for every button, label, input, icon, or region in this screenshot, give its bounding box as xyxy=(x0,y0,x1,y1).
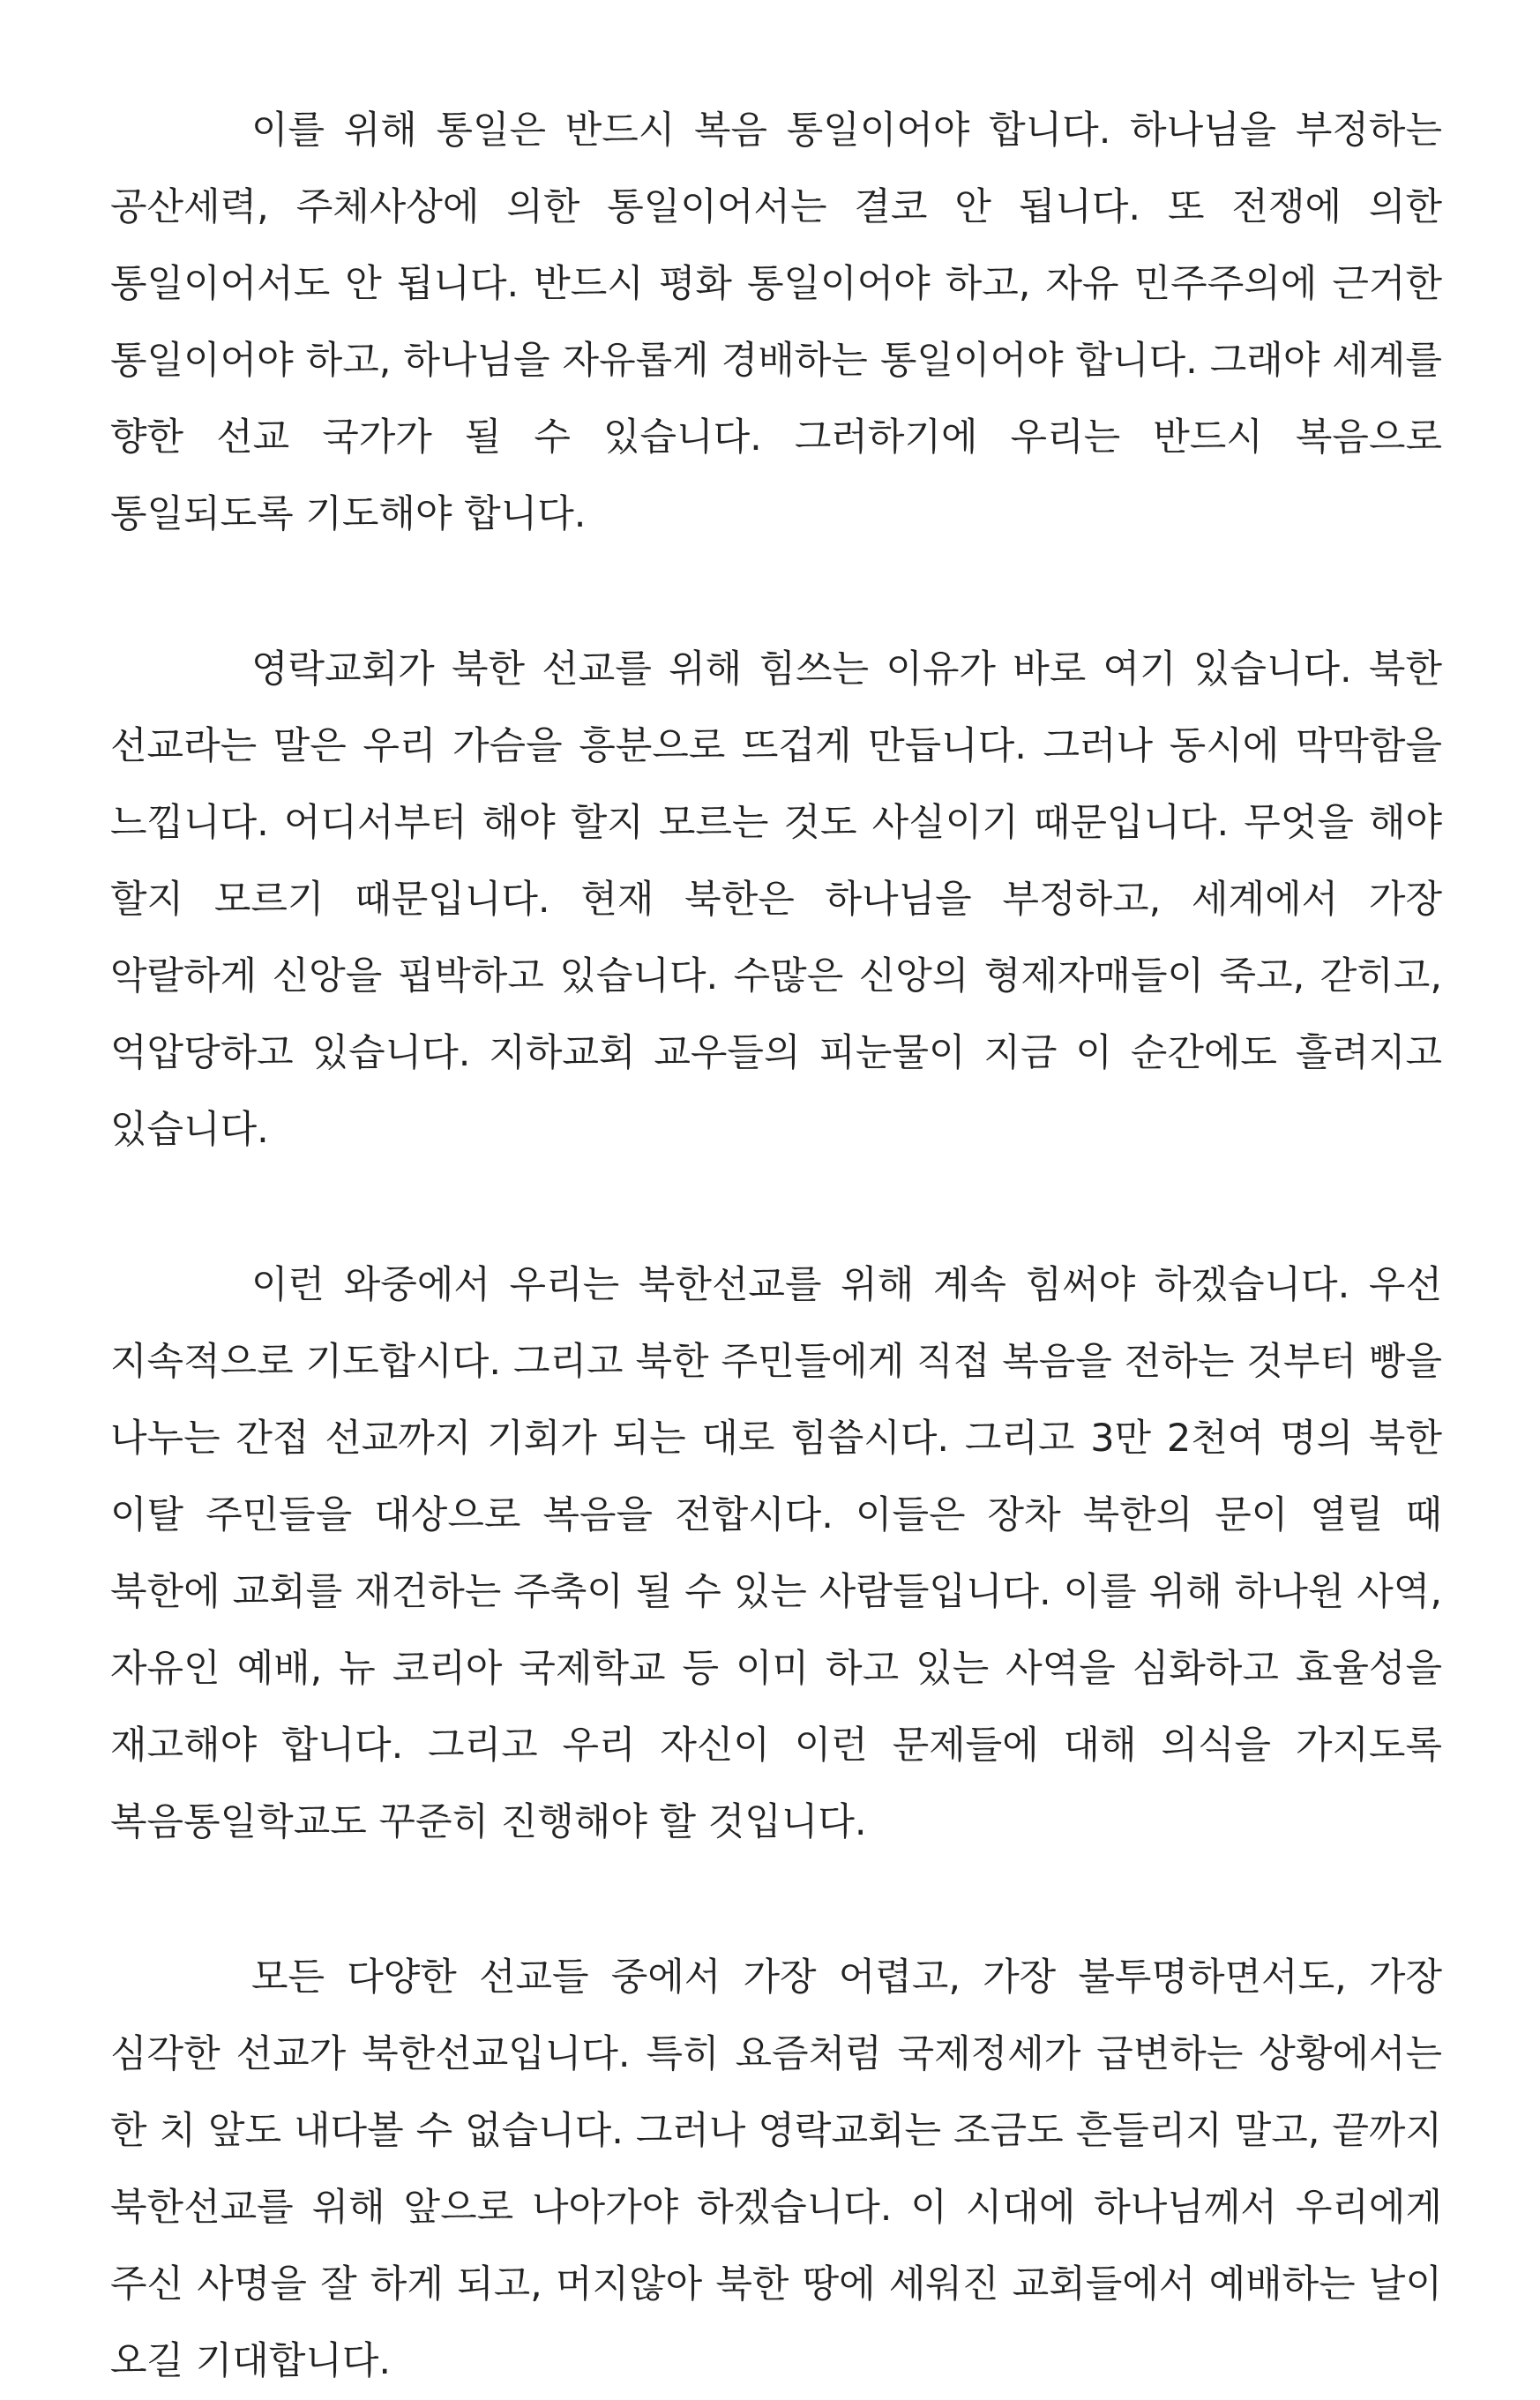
paragraph-4: 모든 다양한 선교들 중에서 가장 어렵고, 가장 불투명하면서도, 가장 심각한 선교가 북한선교입니다. 특히 요즘처럼 국제정세가 급변하는 상황에서는 한 치 앞도 내다볼 수 없습니다. 그러나 영락교회는 조금도 흔들리지 말고, 끝까지 북한선교를 위해 앞으로 나아가야 하겠습니다. 이 시대에 하나님께서 우리에게 주신 사명을 잘 하게 되고, 머지않아 북한 땅에 세워진 교회들에서 예배하는 날이 오길 기대합니다. xyxy=(110,1955,1442,2383)
paragraph-2: 영락교회가 북한 선교를 위해 힘쓰는 이유가 바로 여기 있습니다. 북한 선교라는 말은 우리 가슴을 흥분으로 뜨겁게 만듭니다. 그러나 동시에 막막함을 느낍니다. 어디서부터 해야 할지 모르는 것도 사실이기 때문입니다. 무엇을 해야 할지 모르기 때문입니다. 현재 북한은 하나님을 부정하고, 세계에서 가장 악랄하게 신앙을 핍박하고 있습니다. 수많은 신앙의 형제자매들이 죽고, 갇히고, 억압당하고 있습니다. 지하교회 교우들의 피눈물이 지금 이 순간에도 흘려지고 있습니다. xyxy=(110,647,1442,1152)
paragraph-3: 이런 와중에서 우리는 북한선교를 위해 계속 힘써야 하겠습니다. 우선 지속적으로 기도합시다. 그리고 북한 주민들에게 직접 복음을 전하는 것부터 빵을 나누는 간접 선교까지 기회가 되는 대로 힘씁시다. 그리고 3만 2천여 명의 북한 이탈 주민들을 대상으로 복음을 전합시다. 이들은 장차 북한의 문이 열릴 때 북한에 교회를 재건하는 주축이 될 수 있는 사람들입니다. 이를 위해 하나원 사역, 자유인 예배, 뉴 코리아 국제학교 등 이미 하고 있는 사역을 심화하고 효율성을 재고해야 합니다. 그리고 우리 자신이 이런 문제들에 대해 의식을 가지도록 복음통일학교도 꾸준히 진행해야 할 것입니다. xyxy=(110,1263,1442,1844)
paragraph-1: 이를 위해 통일은 반드시 복음 통일이어야 합니다. 하나님을 부정하는 공산세력, 주체사상에 의한 통일이어서는 결코 안 됩니다. 또 전쟁에 의한 통일이어서도 안 됩니다. 반드시 평화 통일이어야 하고, 자유 민주주의에 근거한 통일이어야 하고, 하나님을 자유롭게 경배하는 통일이어야 합니다. 그래야 세계를 향한 선교 국가가 될 수 있습니다. 그러하기에 우리는 반드시 복음으로 통일되도록 기도해야 합니다. xyxy=(110,108,1442,536)
document-page xyxy=(110,93,1442,2400)
